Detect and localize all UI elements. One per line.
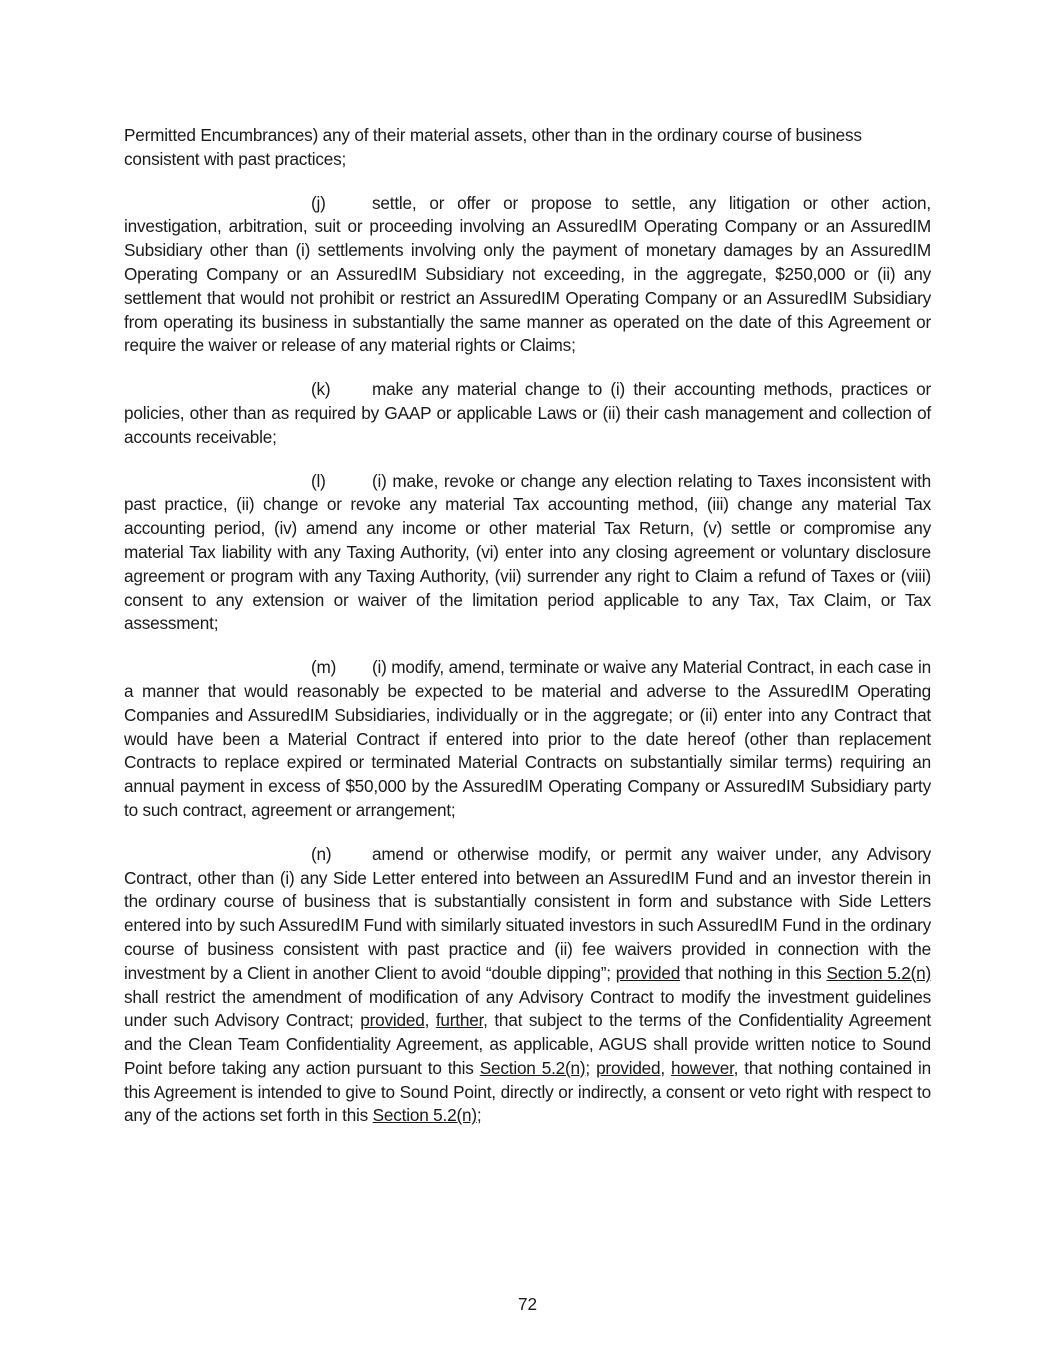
section-reference: Section 5.2(n) xyxy=(372,1105,477,1126)
clause-m xyxy=(124,656,931,823)
clause-text: make any material change to (i) their accounting methods, practices or policies, other than as required by GAAP or applicable Laws or (ii) their cash management and collection of accounts receivable; xyxy=(124,379,931,447)
provided-term: provided xyxy=(360,1010,425,1031)
clause-text: (i) modify, amend, terminate or waive any Material Contract, in each case in a manner that would reasonably be expected to be material and adverse to the AssuredIM Operating Companies and AssuredIM Subsidiaries, individually or in the aggregate; or (ii) enter into any Contract that would have been a Material Contract if entered into prior to the date hereof (other than replacement Contracts to replace expired or terminated Material Contracts on substantially similar terms) requiring an annual payment in excess of $50,000 by the AssuredIM Operating Company or AssuredIM Subsidiary party to such contract, agreement or arrangement; xyxy=(124,657,931,820)
intro-paragraph: Permitted Encumbrances) any of their material assets, other than in the ordinary course of business consistent with past practices; xyxy=(124,125,862,169)
clause-label: (l) xyxy=(311,470,326,491)
page-number: 72 xyxy=(517,1294,538,1314)
document-page xyxy=(124,124,931,1148)
clause-text: that nothing in this xyxy=(680,962,827,983)
section-reference: Section 5.2(n) xyxy=(479,1057,586,1078)
clause-text: amend or otherwise modify, or permit any waiver under, any Advisory Contract, other than (i) any Side Letter entered into between an AssuredIM Fund and an investor therein in the ordinary course of business that is substantially consistent in form and substance with Side Letters entered into by such AssuredIM Fund with similarly situated investors in such AssuredIM Fund in the ordinary course of business consistent with past practice and (ii) fee waivers provided in connection with the investment by a Client in another Client to avoid “double dipping”; xyxy=(124,843,931,983)
clause-text: , xyxy=(424,1010,436,1031)
clause-label: (j) xyxy=(311,192,326,213)
clause-text: , xyxy=(660,1057,672,1078)
clause-text: , that nothing contained in this Agreement is intended to give to Sound Point, directly or indirectly, a consent or veto right with respect to any of the actions set forth in this xyxy=(124,1057,932,1126)
clause-k xyxy=(124,378,931,449)
clause-text: ; xyxy=(585,1057,597,1078)
clause-label: (k) xyxy=(311,379,331,400)
clause-label: (m) xyxy=(311,657,337,678)
section-reference: Section 5.2(n) xyxy=(826,962,931,983)
clause-label: (n) xyxy=(311,843,332,864)
provided-term: provided xyxy=(596,1057,661,1078)
clause-text: ; xyxy=(476,1105,482,1126)
clause-text: settle, or offer or propose to settle, any litigation or other action, investigation, arbitration, suit or proceeding involving an AssuredIM Operating Company or an AssuredIM Subsidiary other than (i) settlements involving only the payment of monetary damages by an AssuredIM Operating Company or an AssuredIM Subsidiary not exceeding, in the aggregate, $250,000 or (ii) any settlement that would not prohibit or restrict an AssuredIM Operating Company or an AssuredIM Subsidiary from operating its business in substantially the same manner as operated on the date of this Agreement or require the waiver or release of any material rights or Claims; xyxy=(124,192,931,356)
provided-term: provided xyxy=(615,962,681,983)
clause-l xyxy=(124,470,931,637)
further-term: further xyxy=(435,1010,484,1031)
clause-text: , that subject to the terms of the Confidentiality Agreement and the Clean Team Confidentiality Agreement, as applicable, AGUS shall provide written notice to Sound Point before taking any action pursuant to this xyxy=(124,1010,931,1078)
clause-text: (i) make, revoke or change any election relating to Taxes inconsistent with past practice, (ii) change or revoke any material Tax accounting method, (iii) change any material Tax accounting period, (iv) amend any income or other material Tax Return, (v) settle or compromise any material Tax liability with any Taxing Authority, (vi) enter into any closing agreement or voluntary disclosure agreement or program with any Taxing Authority, (vii) surrender any right to Claim a refund of Taxes or (viii) consent to any extension or waiver of the limitation period applicable to any Tax, Tax Claim, or Tax assessment; xyxy=(124,470,931,634)
clause-text: shall restrict the amendment of modification of any Advisory Contract to modify the investment guidelines under such Advisory Contract; xyxy=(124,986,931,1031)
clause-j xyxy=(124,192,931,359)
clause-n xyxy=(124,843,931,1129)
however-term: however xyxy=(671,1057,734,1078)
